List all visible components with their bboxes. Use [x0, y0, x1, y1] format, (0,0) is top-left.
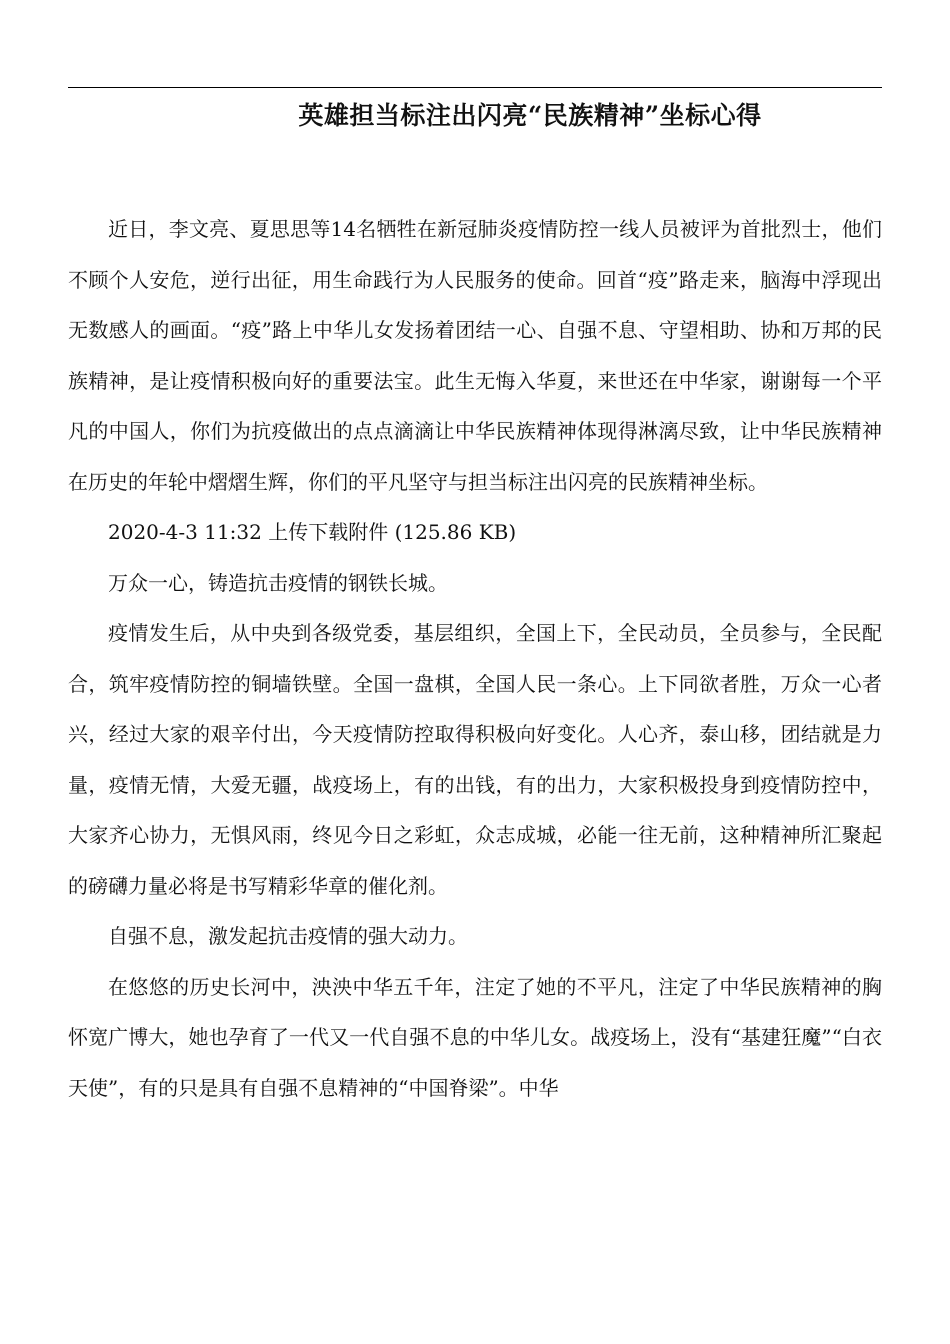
paragraph-intro: 近日，李文亮、夏思思等14名牺牲在新冠肺炎疫情防控一线人员被评为首批烈士，他们不顾个人安危，逆行出征，用生命践行为人民服务的使命。回首“疫”路走来，脑海中浮现出无数感人的画面。“疫”路上中华儿女发扬着团结一心、自强不息、守望相助、协和万邦的民族精神，是让疫情积极向好的重要法宝。此生无悔入华夏，来世还在中华家，谢谢每一个平凡的中国人，你们为抗疫做出的点点滴滴让中华民族精神体现得淋漓尽致，让中华民族精神在历史的年轮中熠熠生辉，你们的平凡坚守与担当标注出闪亮的民族精神坐标。: [68, 217, 882, 494]
section-heading-self-strengthening: 自强不息，激发起抗击疫情的强大动力。: [108, 924, 468, 948]
document-body: [68, 204, 882, 1113]
paragraph-self-strengthening: 在悠悠的历史长河中，泱泱中华五千年，注定了她的不平凡，注定了中华民族精神的胸怀宽广博大，她也孕育了一代又一代自强不息的中华儿女。战疫场上，没有“基建狂魔”“白衣天使”，有的只是具有自强不息精神的“中国脊梁”。中华: [68, 974, 882, 1100]
paragraph-unity: 疫情发生后，从中央到各级党委，基层组织，全国上下，全民动员，全员参与，全民配合，筑牢疫情防控的铜墙铁壁。全国一盘棋，全国人民一条心。上下同欲者胜，万众一心者兴，经过大家的艰辛付出，今天疫情防控取得积极向好变化。人心齐，泰山移，团结就是力量，疫情无情，大爱无疆，战疫场上，有的出钱，有的出力，大家积极投身到疫情防控中，大家齐心协力，无惧风雨，终见今日之彩虹，众志成城，必能一往无前，这种精神所汇聚起的磅礴力量必将是书写精彩华章的催化剂。: [68, 621, 882, 898]
document-title: [68, 96, 882, 136]
attachment-info: 2020-4-3 11:32 上传下载附件 (125.86 KB): [108, 520, 517, 544]
document-title-text: 英雄担当标注出闪亮“民族精神”坐标心得: [298, 101, 762, 130]
header-rule: [68, 87, 882, 88]
section-heading-unity: 万众一心，铸造抗击疫情的钢铁长城。: [108, 570, 448, 595]
